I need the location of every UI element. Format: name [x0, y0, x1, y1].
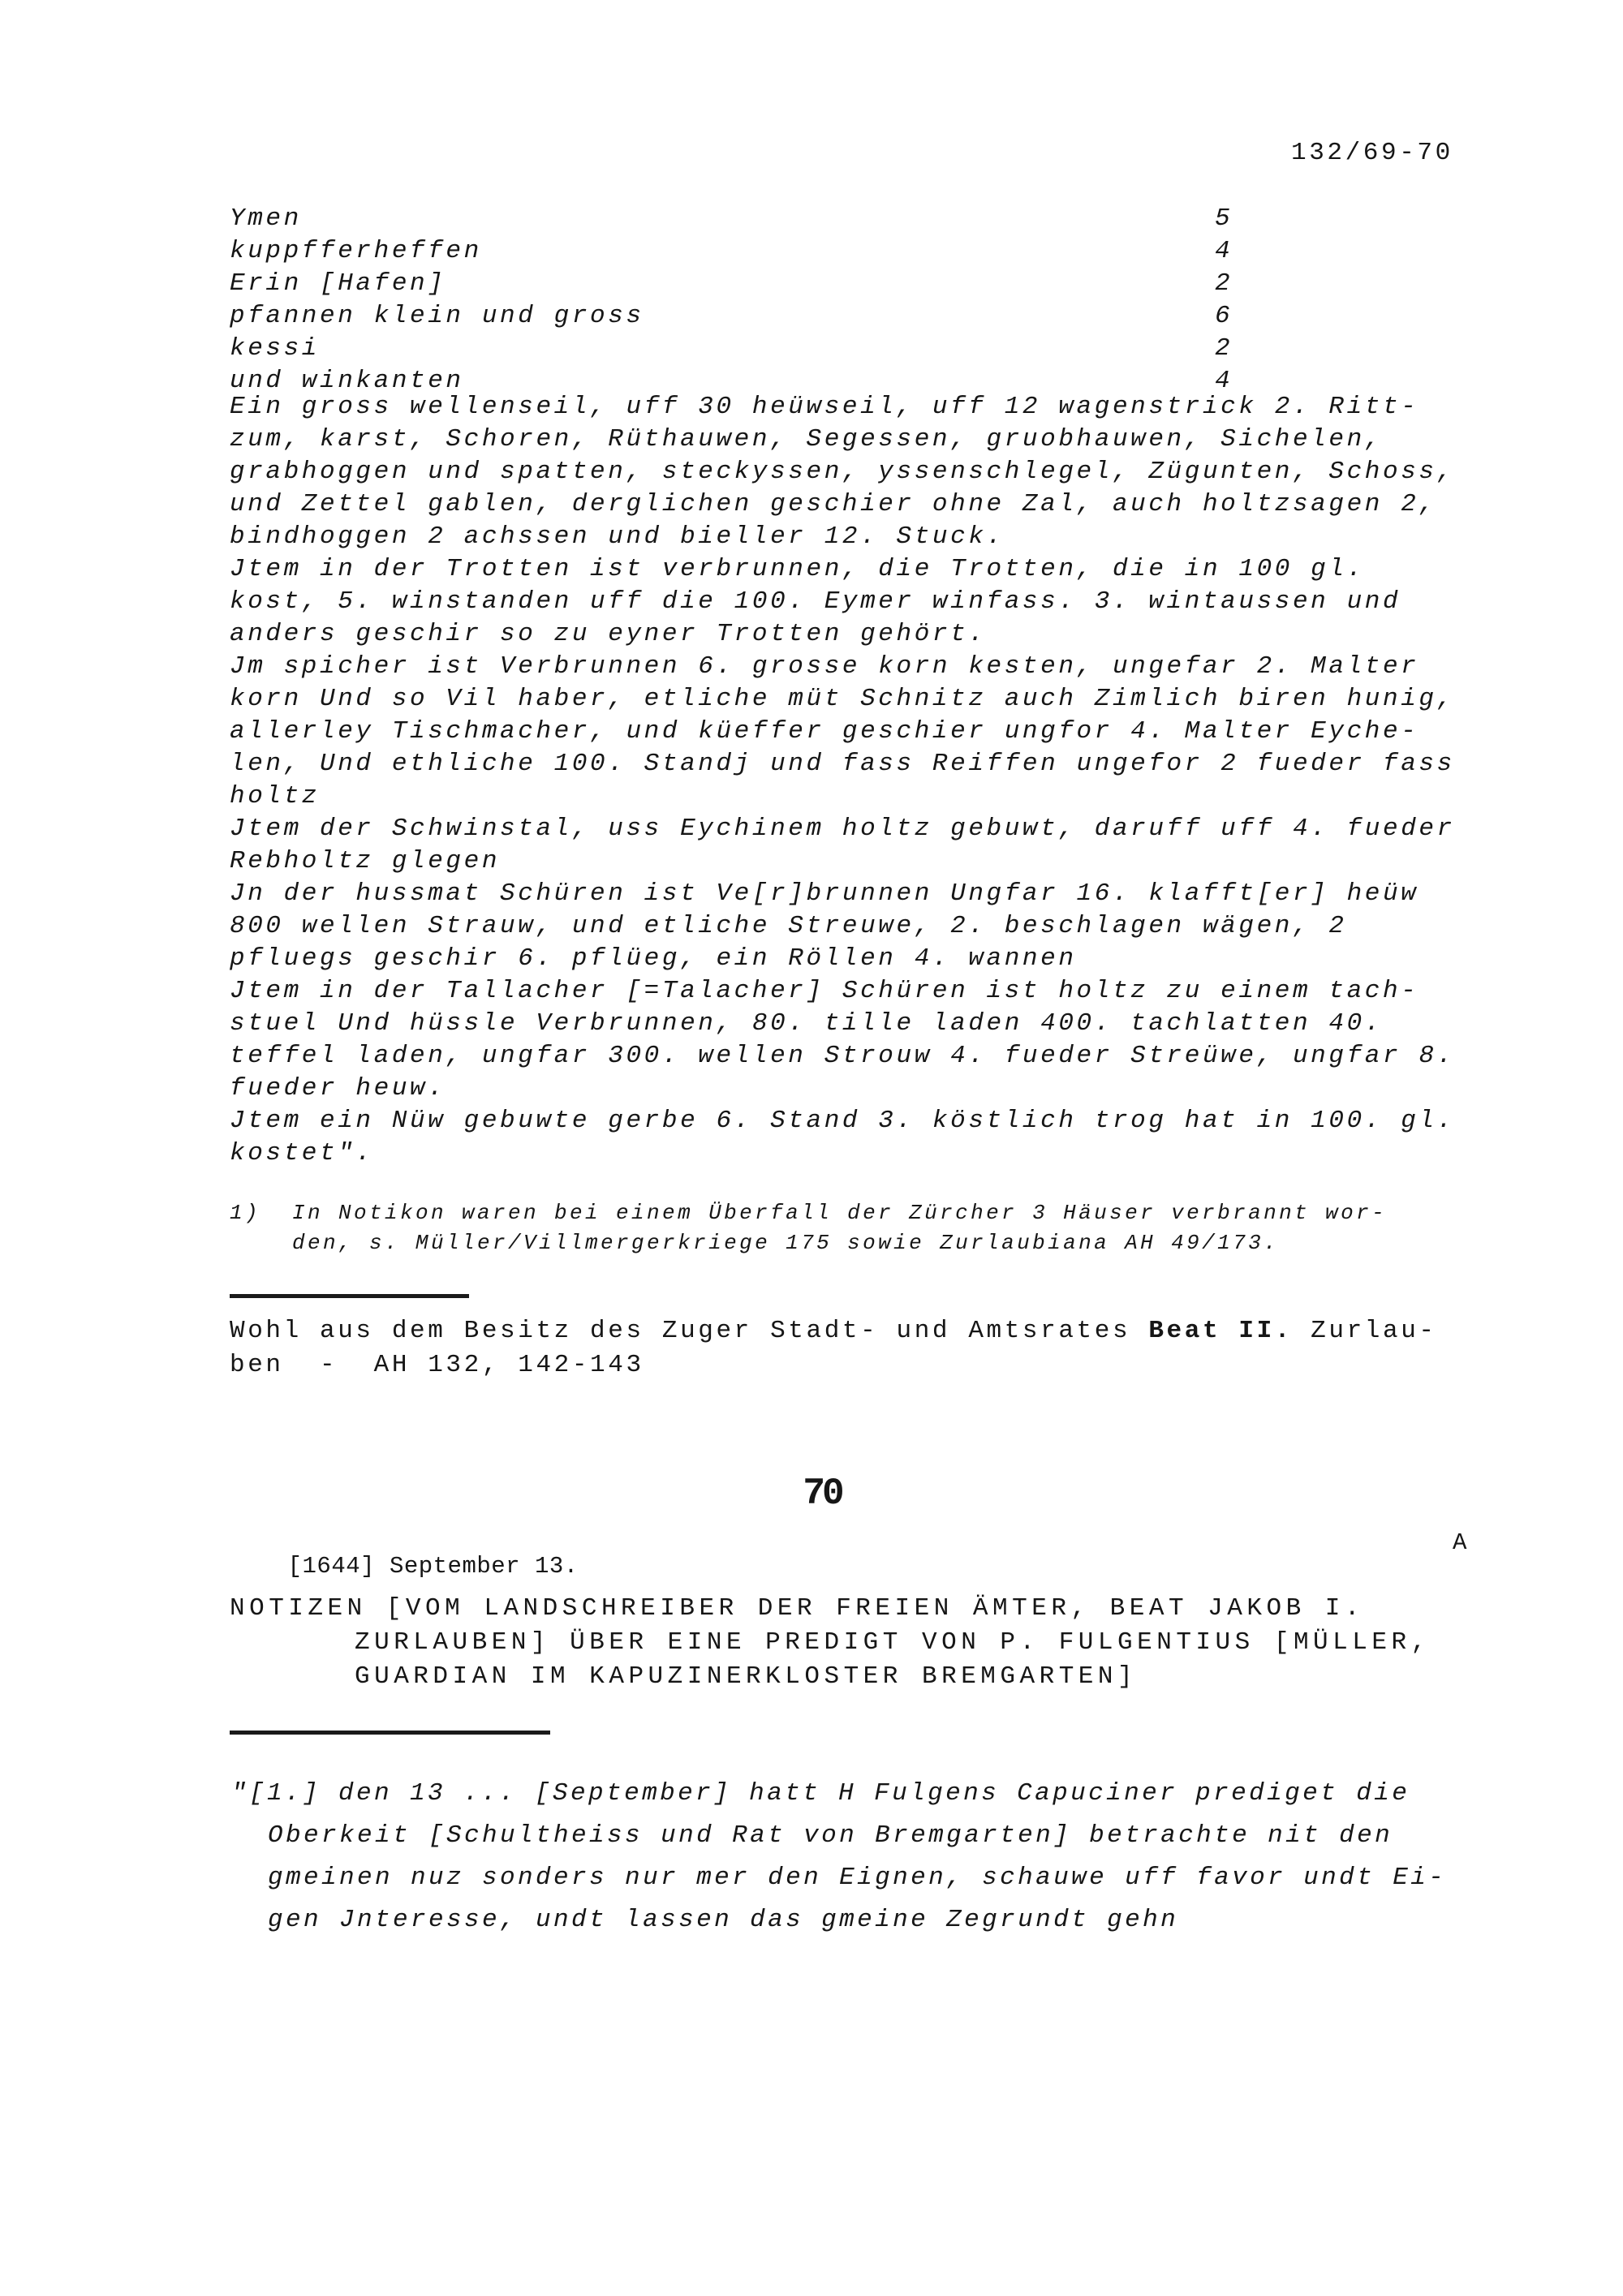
body-text-line: zum, karst, Schoren, Rüthauwen, Segessen, gruobhauwen, Sichelen,	[230, 425, 1383, 454]
inventory-item-count: 5	[1215, 204, 1233, 233]
entry-title	[230, 1592, 1431, 1694]
inventory-item-count: 4	[1215, 367, 1233, 395]
body-text-line: bindhoggen 2 achssen und bieller 12. Stuck.	[230, 522, 1005, 551]
footnote-marker: 1)	[230, 1201, 261, 1225]
provenance-note	[230, 1314, 1437, 1382]
footnote-line: den, s. Müller/Villmergerkriege 175 sowie Zurlaubiana AH 49/173.	[292, 1231, 1280, 1255]
provenance-text-cont: Zurlau-	[1292, 1317, 1437, 1345]
footnote-text	[292, 1198, 1387, 1258]
body-text-line: Jtem in der Trotten ist verbrunnen, die Trotten, die in 100 gl.	[230, 555, 1365, 583]
body-text-line: teffel laden, ungfar 300. wellen Strouw 4. fueder Streüwe, ungfar 8.	[230, 1042, 1455, 1070]
body-text-line: Rebholtz glegen	[230, 847, 501, 875]
entry-version-marker: A	[1453, 1529, 1467, 1556]
inventory-item-label: Ymen	[230, 204, 302, 233]
provenance-owner-name: Beat II.	[1148, 1317, 1293, 1345]
quote-text-line: gmeinen nuz sonders nur mer den Eignen, schauwe uff favor undt Ei-	[268, 1864, 1447, 1892]
footnote-separator-rule	[230, 1294, 469, 1298]
body-text-line: len, Und ethliche 100. Standj und fass Reiffen ungefor 2 fueder fass	[230, 750, 1455, 778]
body-text-line: kostet".	[230, 1139, 374, 1167]
inventory-item-label: pfannen klein und gross	[230, 302, 644, 330]
quoted-passage	[231, 1773, 1446, 1941]
body-text-line: grabhoggen und spatten, steckyssen, yssenschlegel, Zügunten, Schoss,	[230, 458, 1455, 486]
entry-title-line: NOTIZEN [VOM LANDSCHREIBER DER FREIEN ÄMTER, BEAT JAKOB I.	[230, 1594, 1364, 1623]
body-text-line: Jtem in der Tallacher [=Talacher] Schüren ist holtz zu einem tach-	[230, 977, 1419, 1005]
body-text-line: fueder heuw.	[230, 1074, 446, 1103]
inventory-item-count: 2	[1215, 269, 1233, 298]
inventory-item-label: Erin [Hafen]	[230, 269, 446, 298]
footnote	[230, 1198, 1387, 1258]
inventory-row	[230, 203, 1285, 235]
quote-text-line: Oberkeit [Schultheiss und Rat von Bremgarten] betrachte nit den	[268, 1821, 1393, 1850]
provenance-line-1	[230, 1314, 1437, 1348]
provenance-text: Wohl aus dem Besitz des Zuger Stadt- und Amtsrates	[230, 1317, 1149, 1345]
body-text-line: 800 wellen Strauw, und etliche Streuwe, 2. beschlagen wägen, 2	[230, 912, 1347, 940]
inventory-row	[230, 333, 1285, 365]
quote-text-line: gen Jnteresse, undt lassen das gmeine Zegrundt gehn	[268, 1906, 1179, 1934]
body-text-line: Ein gross wellenseil, uff 30 heüwseil, uff 12 wagenstrick 2. Ritt-	[230, 393, 1419, 421]
inventory-item-count: 2	[1215, 334, 1233, 363]
body-text-line: stuel Und hüssle Verbrunnen, 80. tille laden 400. tachlatten 40.	[230, 1009, 1383, 1038]
body-text-line: anders geschir so zu eyner Trotten gehört.	[230, 620, 987, 648]
body-text-line: und Zettel gablen, derglichen geschier ohne Zal, auch holtzsagen 2,	[230, 490, 1437, 518]
entry-title-line: GUARDIAN IM KAPUZINERKLOSTER BREMGARTEN]	[355, 1662, 1138, 1691]
inventory-item-count: 6	[1215, 302, 1233, 330]
provenance-line-2: ben - AH 132, 142-143	[230, 1351, 644, 1379]
inventory-text-body	[230, 391, 1455, 1170]
footnote-line: In Notikon waren bei einem Überfall der Zürcher 3 Häuser verbrannt wor-	[292, 1201, 1388, 1225]
body-text-line: korn Und so Vil haber, etliche müt Schnitz auch Zimlich biren hunig,	[230, 685, 1455, 713]
body-text-line: Jtem der Schwinstal, uss Eychinem holtz gebuwt, daruff uff 4. fueder	[230, 815, 1455, 843]
inventory-item-label: kessi	[230, 334, 321, 363]
inventory-row	[230, 235, 1285, 268]
body-text-line: pfluegs geschir 6. pflüeg, ein Röllen 4. wannen	[230, 944, 1077, 973]
body-text-line: Jm spicher ist Verbrunnen 6. grosse korn kesten, ungefar 2. Malter	[230, 652, 1419, 681]
entry-date: [1644] September 13.	[287, 1553, 579, 1580]
inventory-row	[230, 300, 1285, 333]
body-text-line: holtz	[230, 782, 321, 810]
inventory-list	[230, 203, 1285, 398]
quote-separator-rule	[230, 1731, 550, 1735]
quote-text-line: "[1.] den 13 ... [September] hatt H Fulgens Capuciner prediget die	[231, 1779, 1410, 1808]
body-text-line: Jn der hussmat Schüren ist Ve[r]brunnen Ungfar 16. klafft[er] heüw	[230, 879, 1419, 908]
inventory-item-label: und winkanten	[230, 367, 464, 395]
inventory-item-label: kuppfferheffen	[230, 237, 482, 265]
entry-title-line: ZURLAUBEN] ÜBER EINE PREDIGT VON P. FULGENTIUS [MÜLLER,	[355, 1628, 1431, 1657]
body-text-line: kost, 5. winstanden uff die 100. Eymer winfass. 3. wintaussen und	[230, 587, 1401, 616]
page-number-header: 132/69-70	[1291, 139, 1453, 167]
body-text-line: allerley Tischmacher, und küeffer geschier ungfor 4. Malter Eyche-	[230, 717, 1419, 746]
body-text-line: Jtem ein Nüw gebuwte gerbe 6. Stand 3. köstlich trog hat in 100. gl.	[230, 1107, 1455, 1135]
entry-number-heading: 70	[803, 1473, 842, 1515]
inventory-row	[230, 268, 1285, 300]
inventory-item-count: 4	[1215, 237, 1233, 265]
